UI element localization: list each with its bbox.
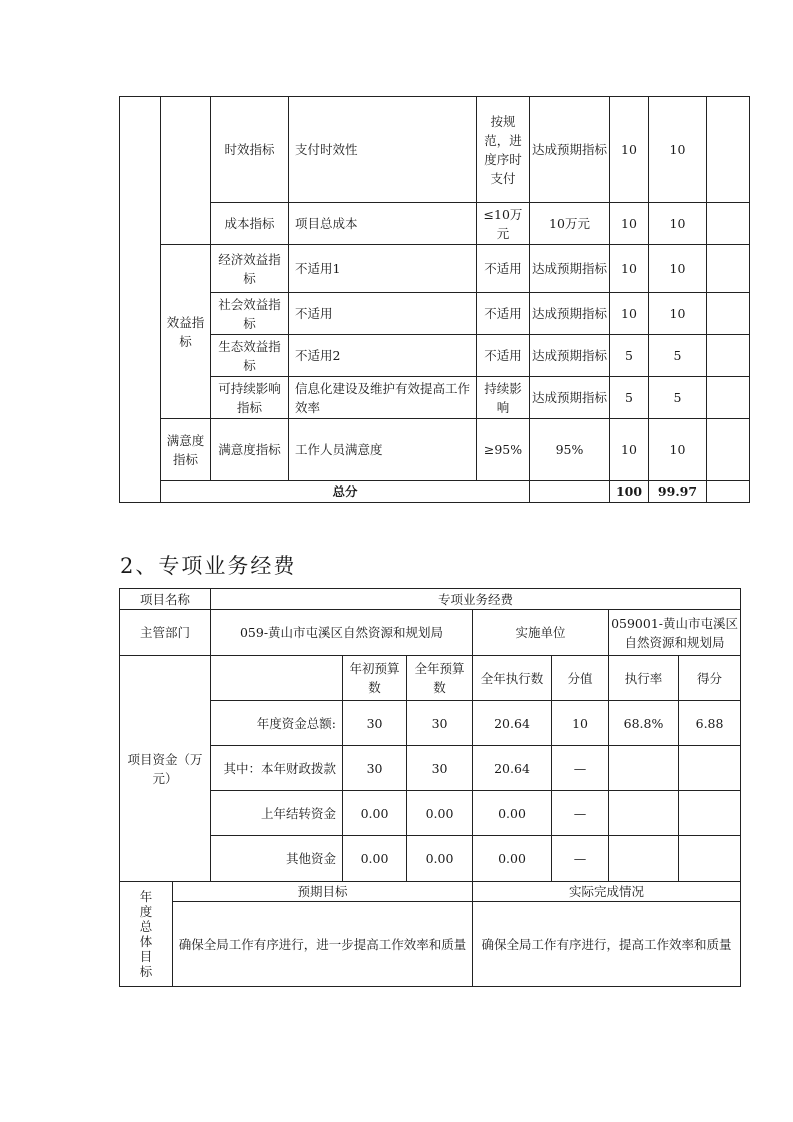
blank-cell [707, 419, 750, 481]
got-value: 10 [649, 97, 707, 203]
indicator: 工作人员满意度 [289, 419, 477, 481]
actual-value: 确保全局工作有序进行，提高工作效率和质量 [473, 902, 741, 987]
header-rate: 执行率 [609, 656, 679, 701]
fund-exec: 0.00 [473, 836, 552, 882]
fund-row-label: 其他资金 [211, 836, 343, 882]
got-value: 10 [649, 293, 707, 335]
fund-exec: 20.64 [473, 746, 552, 791]
fund-row-label: 上年结转资金 [211, 791, 343, 836]
fund-label: 项目资金（万元） [120, 656, 211, 882]
fund-exec: 20.64 [473, 701, 552, 746]
blank-cell [161, 97, 211, 245]
blank-cell [707, 481, 750, 503]
sub-indicator: 社会效益指标 [211, 293, 289, 335]
project-funds-table [119, 588, 741, 987]
section-title: 2、专项业务经费 [120, 554, 297, 578]
blank-cell [707, 203, 750, 245]
header-budget-start: 年初预算数 [343, 656, 407, 701]
fund-full: 0.00 [407, 836, 473, 882]
fund-rate: 68.8% [609, 701, 679, 746]
sub-indicator: 满意度指标 [211, 419, 289, 481]
project-name: 专项业务经费 [211, 589, 741, 610]
table-row [120, 791, 741, 836]
header-executed: 全年执行数 [473, 656, 552, 701]
sub-indicator: 生态效益指标 [211, 335, 289, 377]
blank-cell [707, 377, 750, 419]
blank-cell [211, 656, 343, 701]
actual-value: 10万元 [530, 203, 610, 245]
actual-value: 达成预期指标 [530, 293, 610, 335]
blank-cell [707, 293, 750, 335]
header-score: 分值 [552, 656, 609, 701]
table-row [120, 245, 750, 293]
fund-full: 0.00 [407, 791, 473, 836]
table-row [120, 610, 741, 656]
blank-cell [120, 97, 161, 503]
actual-label: 实际完成情况 [473, 882, 741, 902]
table-row [120, 656, 741, 701]
score-value: 10 [610, 97, 649, 203]
blank-cell [707, 335, 750, 377]
actual-value: 达成预期指标 [530, 97, 610, 203]
table-row [120, 836, 741, 882]
table-row [120, 701, 741, 746]
indicator: 不适用2 [289, 335, 477, 377]
total-got: 99.97 [649, 481, 707, 503]
fund-score: — [552, 746, 609, 791]
fund-rate [609, 791, 679, 836]
score-value: 10 [610, 245, 649, 293]
fund-full: 30 [407, 746, 473, 791]
target-value: ≤10万元 [477, 203, 530, 245]
got-value: 5 [649, 335, 707, 377]
sub-indicator: 时效指标 [211, 97, 289, 203]
total-label: 总分 [161, 481, 530, 503]
fund-start: 30 [343, 701, 407, 746]
table-row [120, 746, 741, 791]
actual-value: 达成预期指标 [530, 335, 610, 377]
target-value: 不适用 [477, 293, 530, 335]
got-value: 5 [649, 377, 707, 419]
total-score: 100 [610, 481, 649, 503]
got-value: 10 [649, 203, 707, 245]
satisfaction-label: 满意度指标 [161, 419, 211, 481]
target-value: 按规范，进度序时支付 [477, 97, 530, 203]
header-budget-full: 全年预算数 [407, 656, 473, 701]
blank-cell [707, 97, 750, 203]
goal-label [120, 882, 173, 987]
actual-value: 95% [530, 419, 610, 481]
expected-label: 预期目标 [173, 882, 473, 902]
table-row [120, 902, 741, 987]
sub-indicator: 成本指标 [211, 203, 289, 245]
target-value: 不适用 [477, 335, 530, 377]
fund-got [679, 791, 741, 836]
table-row [120, 203, 750, 245]
table-row [120, 589, 741, 610]
indicator: 支付时效性 [289, 97, 477, 203]
indicator: 不适用 [289, 293, 477, 335]
performance-indicator-table [119, 96, 750, 503]
fund-row-label: 其中：本年财政拨款 [211, 746, 343, 791]
fund-rate [609, 746, 679, 791]
score-value: 10 [610, 203, 649, 245]
table-row [120, 377, 750, 419]
impl-label: 实施单位 [473, 610, 609, 656]
table-row [120, 419, 750, 481]
fund-rate [609, 836, 679, 882]
indicator: 信息化建设及维护有效提高工作效率 [289, 377, 477, 419]
fund-score: — [552, 791, 609, 836]
fund-start: 30 [343, 746, 407, 791]
fund-got [679, 836, 741, 882]
score-value: 10 [610, 419, 649, 481]
indicator: 项目总成本 [289, 203, 477, 245]
expected-value: 确保全局工作有序进行，进一步提高工作效率和质量 [173, 902, 473, 987]
table-row [120, 335, 750, 377]
got-value: 10 [649, 245, 707, 293]
fund-row-label: 年度资金总额: [211, 701, 343, 746]
blank-cell [530, 481, 610, 503]
sub-indicator: 经济效益指标 [211, 245, 289, 293]
actual-value: 达成预期指标 [530, 245, 610, 293]
got-value: 10 [649, 419, 707, 481]
target-value: 持续影响 [477, 377, 530, 419]
benefit-label: 效益指标 [161, 245, 211, 419]
blank-cell [707, 245, 750, 293]
score-value: 5 [610, 335, 649, 377]
fund-full: 30 [407, 701, 473, 746]
goal-label-text: 年度总体目标 [139, 889, 153, 979]
target-value: ≥95% [477, 419, 530, 481]
header-got: 得分 [679, 656, 741, 701]
score-value: 5 [610, 377, 649, 419]
table-row [120, 293, 750, 335]
score-value: 10 [610, 293, 649, 335]
target-value: 不适用 [477, 245, 530, 293]
table-row [120, 882, 741, 902]
total-row [120, 481, 750, 503]
dept-value: 059-黄山市屯溪区自然资源和规划局 [211, 610, 473, 656]
table-row [120, 97, 750, 203]
fund-exec: 0.00 [473, 791, 552, 836]
dept-label: 主管部门 [120, 610, 211, 656]
fund-score: 10 [552, 701, 609, 746]
sub-indicator: 可持续影响指标 [211, 377, 289, 419]
fund-got [679, 746, 741, 791]
impl-value: 059001-黄山市屯溪区自然资源和规划局 [609, 610, 741, 656]
fund-got: 6.88 [679, 701, 741, 746]
project-name-label: 项目名称 [120, 589, 211, 610]
indicator: 不适用1 [289, 245, 477, 293]
fund-start: 0.00 [343, 836, 407, 882]
fund-score: — [552, 836, 609, 882]
actual-value: 达成预期指标 [530, 377, 610, 419]
fund-start: 0.00 [343, 791, 407, 836]
